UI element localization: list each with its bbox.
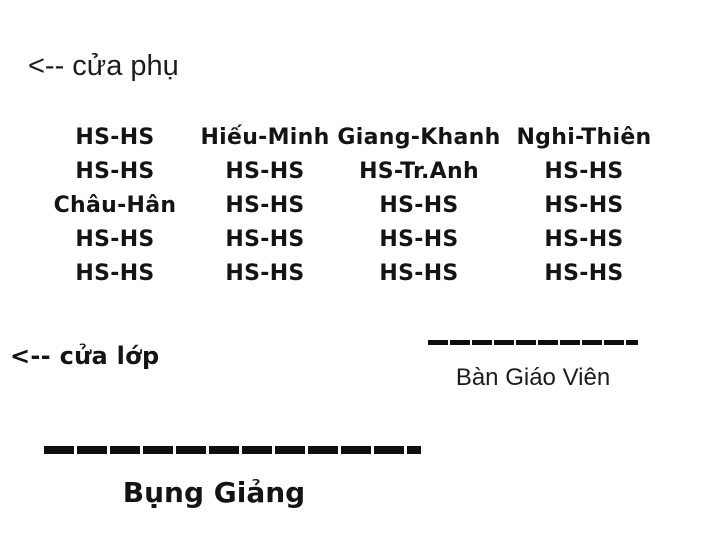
seat-pair-r4-c1: HS-HS bbox=[75, 226, 155, 252]
seat-pair-r1-c1: HS-HS bbox=[75, 124, 155, 150]
seat-pair-r2-c3: HS-Tr.Anh bbox=[359, 158, 479, 184]
seat-pair-r3-c2: HS-HS bbox=[225, 192, 305, 218]
seat-pair-r1-c4: Nghi-Thiên bbox=[516, 124, 652, 150]
seat-pair-r4-c3: HS-HS bbox=[379, 226, 459, 252]
seat-pair-r4-c4: HS-HS bbox=[544, 226, 624, 252]
podium-line bbox=[44, 446, 421, 454]
seat-pair-r5-c2: HS-HS bbox=[225, 260, 305, 286]
seat-pair-r3-c1: Châu-Hân bbox=[53, 192, 177, 218]
seat-pair-r2-c1: HS-HS bbox=[75, 158, 155, 184]
teacher-desk-label: Bàn Giáo Viên bbox=[455, 364, 611, 391]
seat-pair-r5-c4: HS-HS bbox=[544, 260, 624, 286]
seating-grid bbox=[40, 120, 670, 290]
seat-pair-r1-c2: Hiếu-Minh bbox=[200, 124, 330, 150]
seat-pair-r2-c4: HS-HS bbox=[544, 158, 624, 184]
seat-pair-r5-c3: HS-HS bbox=[379, 260, 459, 286]
teacher-desk-line bbox=[428, 340, 638, 345]
class-door-label: <-- cửa lớp bbox=[10, 342, 160, 370]
seat-pair-r3-c3: HS-HS bbox=[379, 192, 459, 218]
seat-pair-r4-c2: HS-HS bbox=[225, 226, 305, 252]
side-door-label: <-- cửa phụ bbox=[28, 50, 179, 82]
seat-pair-r5-c1: HS-HS bbox=[75, 260, 155, 286]
seat-pair-r3-c4: HS-HS bbox=[544, 192, 624, 218]
seat-pair-r2-c2: HS-HS bbox=[225, 158, 305, 184]
seat-pair-r1-c3: Giang-Khanh bbox=[337, 124, 501, 150]
podium-label: Bụng Giảng bbox=[122, 476, 306, 509]
